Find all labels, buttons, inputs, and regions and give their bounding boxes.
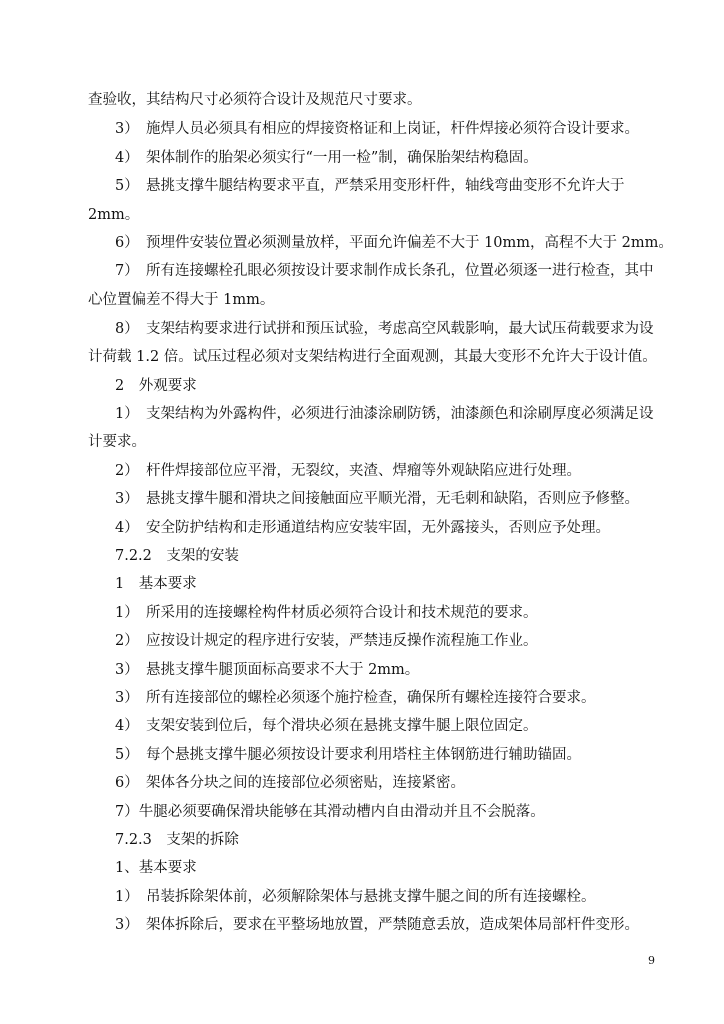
text-line: 1） 支架结构为外露构件，必须进行油漆涂刷防锈，油漆颜色和涂刷厚度必须满足设 bbox=[115, 406, 654, 422]
page-number: 9 bbox=[648, 954, 655, 967]
text-line: 2mm。 bbox=[88, 207, 140, 223]
text-line: 3） 施焊人员必须具有相应的焊接资格证和上岗证，杆件焊接必须符合设计要求。 bbox=[115, 121, 639, 137]
text-line: 4） 安全防护结构和走形通道结构应安装牢固，无外露接头，否则应予处理。 bbox=[115, 520, 610, 536]
text-line: 5） 每个悬挑支撑牛腿必须按设计要求利用塔柱主体钢筋进行辅助锚固。 bbox=[115, 747, 581, 763]
text-line: 2） 应按设计规定的程序进行安装，严禁违反操作流程施工作业。 bbox=[115, 633, 538, 649]
section-heading: 2 外观要求 bbox=[115, 378, 197, 394]
text-line: 3） 悬挑支撑牛腿和滑块之间接触面应平顺光滑，无毛刺和缺陷，否则应予修整。 bbox=[115, 491, 639, 507]
section-heading: 7.2.2 支架的安装 bbox=[115, 548, 239, 564]
text-line: 4） 架体制作的胎架必须实行“一用一检”制，确保胎架结构稳固。 bbox=[115, 150, 538, 166]
text-line: 3） 悬挑支撑牛腿顶面标高要求不大于 2mm。 bbox=[115, 662, 420, 678]
text-line: 查验收，其结构尺寸必须符合设计及规范尺寸要求。 bbox=[88, 92, 422, 108]
text-line: 6） 预埋件安装位置必须测量放样，平面允许偏差不大于 10mm，高程不大于 2mm。 bbox=[115, 235, 673, 251]
text-line: 3） 所有连接部位的螺栓必须逐个施拧检查，确保所有螺栓连接符合要求。 bbox=[115, 690, 596, 706]
text-line: 5） 悬挑支撑牛腿结构要求平直，严禁采用变形杆件，轴线弯曲变形不允许大于 bbox=[115, 178, 625, 194]
text-line: 1） 吊装拆除架体前，必须解除架体与悬挑支撑牛腿之间的所有连接螺栓。 bbox=[115, 889, 596, 905]
text-line: 计要求。 bbox=[88, 434, 146, 450]
section-heading: 7.2.3 支架的拆除 bbox=[115, 832, 239, 848]
text-line: 4） 支架安装到位后，每个滑块必须在悬挑支撑牛腿上限位固定。 bbox=[115, 718, 538, 734]
text-line: 1） 所采用的连接螺栓构件材质必须符合设计和技术规范的要求。 bbox=[115, 605, 538, 621]
text-line: 3） 架体拆除后，要求在平整场地放置，严禁随意丢放，造成架体局部杆件变形。 bbox=[115, 917, 639, 933]
text-line: 心位置偏差不得大于 1mm。 bbox=[88, 292, 275, 308]
text-line: 7） 所有连接螺栓孔眼必须按设计要求制作成长条孔，位置必须逐一进行检查，其中 bbox=[115, 263, 654, 279]
section-heading: 1、基本要求 bbox=[115, 860, 197, 876]
text-line: 2） 杆件焊接部位应平滑，无裂纹，夹渣、焊瘤等外观缺陷应进行处理。 bbox=[115, 463, 581, 479]
text-line: 8） 支架结构要求进行试拼和预压试验，考虑高空风载影响，最大试压荷载要求为设 bbox=[115, 321, 654, 337]
text-line: 计荷载 1.2 倍。试压过程必须对支架结构进行全面观测，其最大变形不允许大于设计值。 bbox=[88, 349, 657, 365]
text-line: 6） 架体各分块之间的连接部位必须密贴，连接紧密。 bbox=[115, 775, 465, 791]
section-heading: 1 基本要求 bbox=[115, 576, 197, 592]
text-line: 7）牛腿必须要确保滑块能够在其滑动槽内自由滑动并且不会脱落。 bbox=[115, 804, 545, 820]
